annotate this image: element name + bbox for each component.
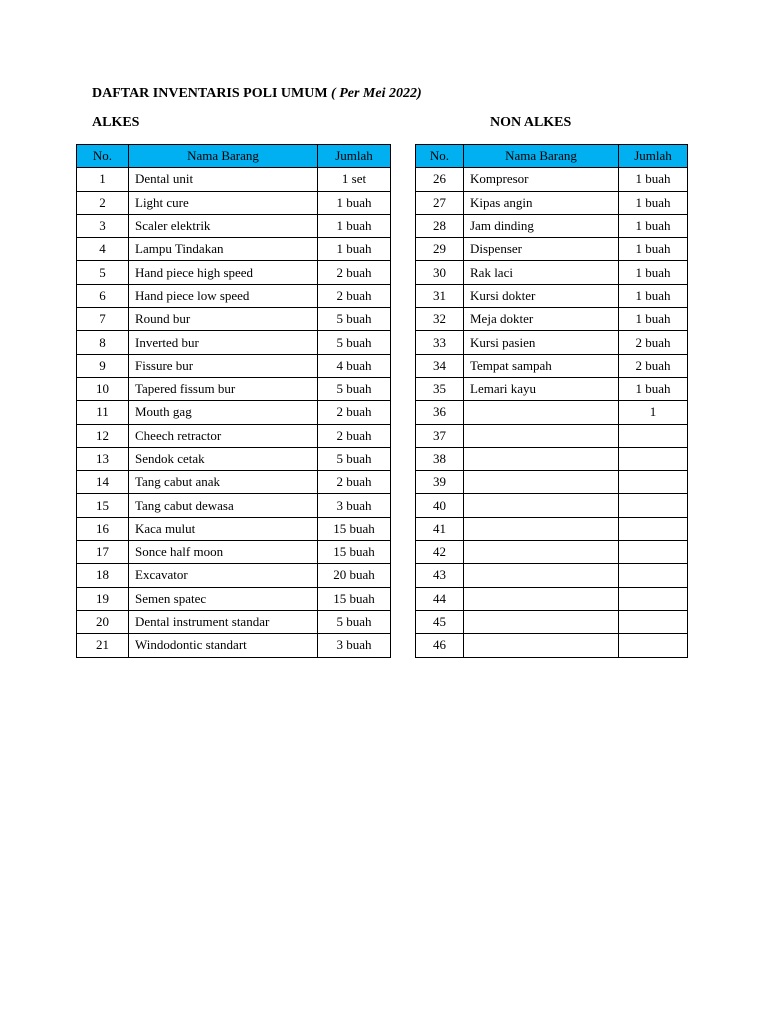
table-row — [77, 610, 391, 633]
row-number: 40 — [416, 494, 464, 517]
item-quantity: 15 buah — [318, 541, 391, 564]
table-row — [416, 471, 688, 494]
table-row — [416, 494, 688, 517]
item-quantity: 2 buah — [318, 261, 391, 284]
table-header-row — [416, 145, 688, 168]
item-quantity: 20 buah — [318, 564, 391, 587]
table-row — [416, 587, 688, 610]
row-number: 32 — [416, 308, 464, 331]
table-row — [77, 238, 391, 261]
item-quantity — [619, 587, 688, 610]
header-no: No. — [77, 145, 129, 168]
row-number: 34 — [416, 354, 464, 377]
item-quantity: 2 buah — [318, 424, 391, 447]
item-quantity — [619, 634, 688, 657]
table-row — [416, 634, 688, 657]
header-jumlah: Jumlah — [318, 145, 391, 168]
item-quantity: 15 buah — [318, 587, 391, 610]
row-number: 9 — [77, 354, 129, 377]
item-name: Cheech retractor — [129, 424, 318, 447]
item-quantity: 1 buah — [619, 238, 688, 261]
row-number: 44 — [416, 587, 464, 610]
item-name: Scaler elektrik — [129, 214, 318, 237]
item-quantity: 5 buah — [318, 308, 391, 331]
row-number: 38 — [416, 447, 464, 470]
table-row — [77, 564, 391, 587]
item-quantity: 4 buah — [318, 354, 391, 377]
row-number: 8 — [77, 331, 129, 354]
item-name — [464, 610, 619, 633]
row-number: 42 — [416, 541, 464, 564]
item-quantity: 1 buah — [619, 168, 688, 191]
item-name: Tapered fissum bur — [129, 377, 318, 400]
row-number: 2 — [77, 191, 129, 214]
document-title — [92, 86, 422, 102]
item-name: Inverted bur — [129, 331, 318, 354]
row-number: 15 — [77, 494, 129, 517]
row-number: 13 — [77, 447, 129, 470]
item-name — [464, 517, 619, 540]
table-row — [77, 494, 391, 517]
item-name: Semen spatec — [129, 587, 318, 610]
item-quantity: 1 buah — [619, 261, 688, 284]
row-number: 30 — [416, 261, 464, 284]
row-number: 29 — [416, 238, 464, 261]
item-name — [464, 471, 619, 494]
table-row — [416, 308, 688, 331]
item-name — [464, 564, 619, 587]
table-row — [416, 191, 688, 214]
row-number: 11 — [77, 401, 129, 424]
row-number: 36 — [416, 401, 464, 424]
title-period: ( Per Mei 2022) — [331, 86, 422, 101]
row-number: 16 — [77, 517, 129, 540]
alkes-table — [76, 144, 391, 658]
row-number: 37 — [416, 424, 464, 447]
item-quantity: 1 buah — [619, 308, 688, 331]
row-number: 17 — [77, 541, 129, 564]
item-name: Windodontic standart — [129, 634, 318, 657]
row-number: 26 — [416, 168, 464, 191]
table-row — [416, 331, 688, 354]
table-row — [77, 168, 391, 191]
table-row — [77, 354, 391, 377]
item-name — [464, 587, 619, 610]
table-row — [416, 401, 688, 424]
row-number: 19 — [77, 587, 129, 610]
table-row — [77, 471, 391, 494]
table-row — [77, 401, 391, 424]
item-quantity — [619, 494, 688, 517]
table-row — [77, 541, 391, 564]
item-name: Excavator — [129, 564, 318, 587]
item-name: Dental unit — [129, 168, 318, 191]
item-name — [464, 541, 619, 564]
item-quantity — [619, 424, 688, 447]
table-row — [77, 377, 391, 400]
table-row — [77, 284, 391, 307]
item-quantity — [619, 447, 688, 470]
item-name: Sonce half moon — [129, 541, 318, 564]
row-number: 45 — [416, 610, 464, 633]
item-name: Kaca mulut — [129, 517, 318, 540]
table-row — [416, 377, 688, 400]
item-name: Lampu Tindakan — [129, 238, 318, 261]
section-label-alkes: ALKES — [92, 115, 140, 130]
row-number: 10 — [77, 377, 129, 400]
item-quantity: 5 buah — [318, 377, 391, 400]
table-row — [416, 447, 688, 470]
item-name: Lemari kayu — [464, 377, 619, 400]
item-name — [464, 447, 619, 470]
item-quantity — [619, 564, 688, 587]
item-name: Kompresor — [464, 168, 619, 191]
item-quantity: 2 buah — [318, 471, 391, 494]
item-quantity: 5 buah — [318, 610, 391, 633]
row-number: 4 — [77, 238, 129, 261]
table-row — [416, 238, 688, 261]
item-quantity: 1 — [619, 401, 688, 424]
table-row — [77, 331, 391, 354]
table-row — [416, 261, 688, 284]
row-number: 46 — [416, 634, 464, 657]
table-row — [416, 214, 688, 237]
row-number: 35 — [416, 377, 464, 400]
item-name: Dispenser — [464, 238, 619, 261]
title-main: DAFTAR INVENTARIS POLI UMUM — [92, 86, 328, 101]
item-quantity: 1 buah — [619, 191, 688, 214]
table-row — [77, 308, 391, 331]
item-name: Mouth gag — [129, 401, 318, 424]
item-name: Kursi pasien — [464, 331, 619, 354]
row-number: 1 — [77, 168, 129, 191]
item-name: Tempat sampah — [464, 354, 619, 377]
table-row — [416, 610, 688, 633]
item-quantity: 5 buah — [318, 447, 391, 470]
item-name: Light cure — [129, 191, 318, 214]
item-quantity — [619, 471, 688, 494]
item-quantity: 2 buah — [318, 284, 391, 307]
row-number: 3 — [77, 214, 129, 237]
item-name — [464, 494, 619, 517]
item-name: Hand piece high speed — [129, 261, 318, 284]
row-number: 33 — [416, 331, 464, 354]
table-row — [416, 564, 688, 587]
item-quantity: 5 buah — [318, 331, 391, 354]
table-row — [77, 517, 391, 540]
row-number: 12 — [77, 424, 129, 447]
item-quantity: 15 buah — [318, 517, 391, 540]
item-quantity — [619, 517, 688, 540]
item-name: Fissure bur — [129, 354, 318, 377]
item-name: Tang cabut dewasa — [129, 494, 318, 517]
row-number: 7 — [77, 308, 129, 331]
item-quantity: 1 buah — [318, 191, 391, 214]
item-quantity: 1 buah — [318, 238, 391, 261]
item-quantity: 1 set — [318, 168, 391, 191]
item-name: Meja dokter — [464, 308, 619, 331]
table-row — [77, 634, 391, 657]
header-no: No. — [416, 145, 464, 168]
header-nama-barang: Nama Barang — [464, 145, 619, 168]
table-header-row — [77, 145, 391, 168]
table-row — [416, 541, 688, 564]
row-number: 28 — [416, 214, 464, 237]
item-quantity: 2 buah — [318, 401, 391, 424]
row-number: 21 — [77, 634, 129, 657]
item-quantity: 1 buah — [318, 214, 391, 237]
table-row — [416, 168, 688, 191]
table-row — [77, 447, 391, 470]
table-row — [416, 424, 688, 447]
section-label-non-alkes: NON ALKES — [490, 115, 572, 130]
row-number: 6 — [77, 284, 129, 307]
item-name: Rak laci — [464, 261, 619, 284]
non-alkes-table — [415, 144, 688, 658]
header-jumlah: Jumlah — [619, 145, 688, 168]
item-name: Jam dinding — [464, 214, 619, 237]
table-row — [77, 214, 391, 237]
item-name: Dental instrument standar — [129, 610, 318, 633]
item-name — [464, 424, 619, 447]
item-name — [464, 401, 619, 424]
item-name: Tang cabut anak — [129, 471, 318, 494]
item-name: Kursi dokter — [464, 284, 619, 307]
header-nama-barang: Nama Barang — [129, 145, 318, 168]
item-quantity: 2 buah — [619, 354, 688, 377]
row-number: 5 — [77, 261, 129, 284]
table-row — [77, 587, 391, 610]
table-row — [416, 517, 688, 540]
row-number: 14 — [77, 471, 129, 494]
table-row — [416, 354, 688, 377]
table-row — [77, 191, 391, 214]
item-quantity: 1 buah — [619, 377, 688, 400]
item-quantity: 1 buah — [619, 214, 688, 237]
item-quantity: 3 buah — [318, 494, 391, 517]
table-row — [77, 261, 391, 284]
row-number: 39 — [416, 471, 464, 494]
row-number: 18 — [77, 564, 129, 587]
row-number: 41 — [416, 517, 464, 540]
item-quantity: 1 buah — [619, 284, 688, 307]
row-number: 20 — [77, 610, 129, 633]
item-quantity — [619, 610, 688, 633]
item-quantity: 2 buah — [619, 331, 688, 354]
item-quantity — [619, 541, 688, 564]
item-name: Kipas angin — [464, 191, 619, 214]
item-name: Hand piece low speed — [129, 284, 318, 307]
row-number: 27 — [416, 191, 464, 214]
item-name — [464, 634, 619, 657]
item-name: Sendok cetak — [129, 447, 318, 470]
item-quantity: 3 buah — [318, 634, 391, 657]
table-row — [416, 284, 688, 307]
row-number: 43 — [416, 564, 464, 587]
table-row — [77, 424, 391, 447]
item-name: Round bur — [129, 308, 318, 331]
row-number: 31 — [416, 284, 464, 307]
